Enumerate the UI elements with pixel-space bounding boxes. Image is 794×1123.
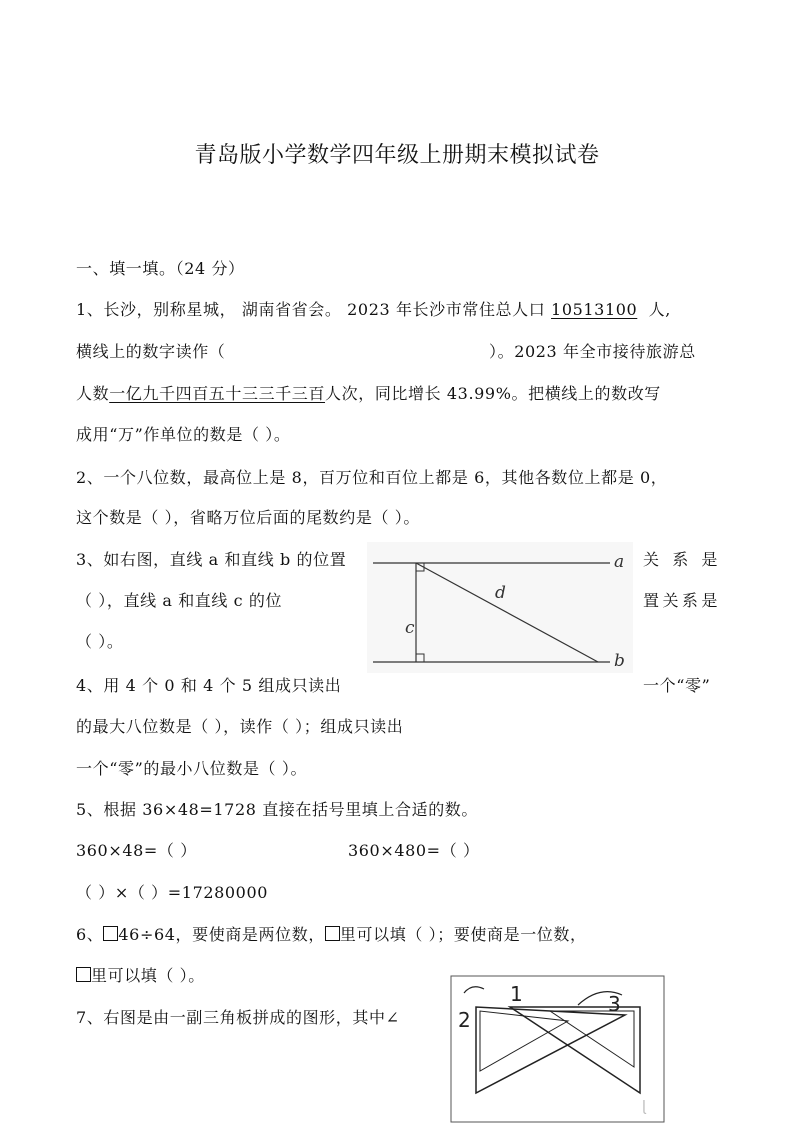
scan-mark: ɭ [642, 1099, 646, 1115]
q1-line3-start: 人数 [76, 384, 110, 403]
q3-line2-left: （ ），直线 a 和直线 c 的位 [76, 591, 283, 610]
q3-line1-right [643, 547, 718, 570]
q1-line3-end: 人次，同比增长 43.99%。把横线上的数改写 [325, 384, 661, 403]
q2-line1: 2、一个八位数，最高位上是 8，百万位和百位上都是 6，其他各数位上都是 0， [76, 468, 668, 487]
q4-line1-right: 一个“零” [643, 676, 711, 695]
q5-line2-left: 360×48=（ ） [76, 841, 197, 860]
q1-line2-start: 横线上的数字读作（ [76, 342, 226, 361]
blank-box-icon [325, 926, 340, 941]
figure-background [367, 542, 633, 673]
q3-char: 是 [701, 591, 718, 610]
label-a: a [614, 552, 625, 572]
q1-line2-end: ）。2023 年全市接待旅游总 [489, 342, 696, 361]
q5-line2-right: 360×480=（ ） [348, 841, 480, 860]
q1-line3 [76, 381, 661, 404]
q2-line2: 这个数是（ ），省略万位后面的尾数约是（ ）。 [76, 508, 420, 527]
q4-line1-left: 4、用 4 个 0 和 4 个 5 组成只读出 [76, 676, 342, 695]
q6-line1-end: 里可以填（ ）；要使商是一位数， [339, 925, 587, 944]
q7-line1: 7、右图是由一副三角板拼成的图形，其中∠ [76, 1008, 400, 1027]
q1-tourist-number: 一亿九千四百五十三三千三百 [109, 384, 326, 403]
label-b: b [614, 651, 625, 671]
q1-line2 [76, 339, 718, 362]
angle-label-1: 1 [510, 982, 523, 1006]
label-d: d [495, 583, 506, 603]
q5-line1: 5、根据 36×48=1728 直接在括号里填上合适的数。 [76, 800, 479, 819]
q5-line3: （ ）×（ ）=17280000 [76, 883, 269, 902]
label-c: c [405, 618, 415, 638]
q6-number: 6、 [76, 925, 104, 944]
q3-char: 系 [681, 591, 699, 610]
parallel-lines-figure [365, 540, 635, 675]
q3-line1-left: 3、如右图，直线 a 和直线 b 的位置 [76, 550, 347, 569]
q6-line1 [76, 922, 587, 945]
blank-box-icon [103, 926, 118, 941]
q3-char: 系 [672, 550, 689, 569]
q3-char: 关 [643, 550, 660, 569]
q3-line3: （ ）。 [76, 632, 124, 651]
section-heading: 一、填一填。（24 分） [76, 259, 245, 278]
q3-char: 是 [701, 550, 718, 569]
angle-label-3: 3 [608, 992, 621, 1016]
q1-line1 [76, 297, 671, 320]
q4-line3: 一个“零”的最小八位数是（ ）。 [76, 759, 308, 778]
q1-line4: 成用“万”作单位的数是（ ）。 [76, 425, 291, 444]
q1-population-number: 10513100 [551, 300, 638, 319]
angle-label-2: 2 [458, 1008, 471, 1032]
page-title: 青岛版小学数学四年级上册期末模拟试卷 [194, 143, 600, 168]
q6-line2-text: 里可以填（ ）。 [91, 966, 205, 985]
figure-border [451, 976, 664, 1122]
q6-line2 [76, 963, 205, 986]
q4-line2: 的最大八位数是（ ），读作（ ）；组成只读出 [76, 717, 404, 736]
q3-char: 关 [662, 591, 680, 610]
triangle-ruler-figure [450, 975, 665, 1123]
q3-line2-right [643, 588, 718, 611]
q1-line1-text: 1、长沙，别称星城， 湖南省省会。 2023 年长沙市常住总人口 [76, 300, 546, 319]
q6-line1-mid: 46÷64，要使商是两位数， [118, 925, 325, 944]
blank-box-icon [76, 967, 91, 982]
q3-char: 置 [643, 591, 660, 610]
q1-line1-unit: 人, [648, 300, 671, 319]
